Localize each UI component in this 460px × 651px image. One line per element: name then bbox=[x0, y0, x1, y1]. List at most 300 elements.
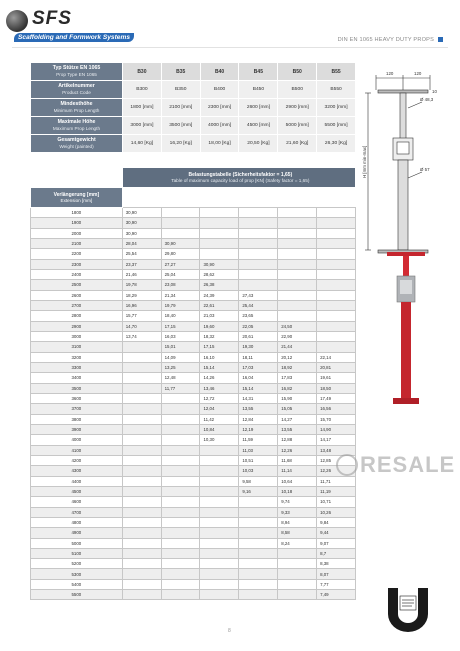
extension-cell: 4900 bbox=[31, 528, 123, 538]
load-value-cell bbox=[239, 280, 278, 290]
load-value-cell: 12,88 bbox=[278, 435, 317, 445]
load-value-cell: 9,44 bbox=[317, 528, 356, 538]
spec-type-cell: B40 bbox=[200, 63, 239, 81]
spec-type-cell: B35 bbox=[161, 63, 200, 81]
load-value-cell: 13,55 bbox=[239, 404, 278, 414]
spec-row bbox=[31, 117, 356, 135]
load-value-cell: 14,17 bbox=[317, 435, 356, 445]
dim-top-left: 120 bbox=[386, 71, 394, 76]
load-value-cell bbox=[278, 218, 317, 228]
load-value-cell bbox=[317, 300, 356, 310]
load-value-cell: 16,82 bbox=[278, 383, 317, 393]
load-value-cell bbox=[317, 280, 356, 290]
load-row bbox=[31, 559, 356, 569]
load-value-cell bbox=[239, 517, 278, 527]
spec-row-label-en: Weight (painted) bbox=[59, 143, 94, 149]
spec-type-cell: B50 bbox=[278, 63, 317, 81]
load-row bbox=[31, 331, 356, 341]
load-value-cell: 8,94 bbox=[278, 517, 317, 527]
spec-value-cell: 3000 [mm] bbox=[123, 117, 162, 135]
extension-cell: 3100 bbox=[31, 342, 123, 352]
load-value-cell: 12,85 bbox=[317, 455, 356, 465]
load-row bbox=[31, 218, 356, 228]
photo-base-plate bbox=[393, 398, 419, 404]
extension-cell: 3700 bbox=[31, 404, 123, 414]
photo-collar-window bbox=[400, 280, 412, 294]
spec-row-label-de: Maximale Höhe bbox=[57, 119, 96, 126]
load-value-cell bbox=[317, 269, 356, 279]
spec-value-cell: 3500 [mm] bbox=[161, 117, 200, 135]
load-value-cell: 13,25 bbox=[161, 362, 200, 372]
load-value-cell bbox=[122, 455, 161, 465]
extension-cell: 5500 bbox=[31, 590, 123, 600]
accent-square-icon bbox=[438, 37, 443, 42]
load-value-cell: 12,72 bbox=[200, 393, 239, 403]
load-value-cell: 10,03 bbox=[239, 466, 278, 476]
load-row bbox=[31, 435, 356, 445]
load-value-cell: 16,56 bbox=[317, 404, 356, 414]
load-value-cell: 22,14 bbox=[317, 352, 356, 362]
load-value-cell: 11,59 bbox=[239, 435, 278, 445]
load-value-cell bbox=[122, 569, 161, 579]
spec-value-cell: B350 bbox=[161, 81, 200, 99]
extension-cell: 4500 bbox=[31, 486, 123, 496]
extension-cell: 2800 bbox=[31, 311, 123, 321]
load-value-cell bbox=[239, 579, 278, 589]
load-value-cell: 17,15 bbox=[161, 321, 200, 331]
spec-value-cell: 1800 [mm] bbox=[123, 99, 162, 117]
load-value-cell bbox=[239, 590, 278, 600]
load-title-row bbox=[31, 168, 356, 188]
load-value-cell: 20,81 bbox=[317, 362, 356, 372]
load-value-cell: 15,90 bbox=[278, 393, 317, 403]
load-value-cell: 10,26 bbox=[317, 507, 356, 517]
load-row bbox=[31, 445, 356, 455]
load-value-cell: 17,03 bbox=[239, 362, 278, 372]
load-value-cell: 21,44 bbox=[278, 342, 317, 352]
spec-type-label-en: Prop Type EN 1065 bbox=[56, 71, 97, 77]
load-row bbox=[31, 342, 356, 352]
load-value-cell: 10,18 bbox=[278, 486, 317, 496]
spec-value-cell: 3200 [mm] bbox=[317, 99, 356, 117]
height-label: H [mm min-max] bbox=[362, 145, 367, 178]
spec-value-cell: 5000 [mm] bbox=[278, 117, 317, 135]
load-value-cell bbox=[278, 280, 317, 290]
load-value-cell: 28,04 bbox=[122, 238, 161, 248]
load-row bbox=[31, 362, 356, 372]
extension-cell: 3600 bbox=[31, 393, 123, 403]
load-value-cell: 23,08 bbox=[161, 280, 200, 290]
load-value-cell: 29,80 bbox=[161, 249, 200, 259]
load-value-cell: 13,55 bbox=[278, 424, 317, 434]
load-value-cell bbox=[200, 445, 239, 455]
load-value-cell bbox=[122, 404, 161, 414]
extension-cell: 3400 bbox=[31, 373, 123, 383]
load-value-cell: 14,70 bbox=[122, 321, 161, 331]
load-value-cell: 7,49 bbox=[317, 590, 356, 600]
load-value-cell: 8,58 bbox=[278, 528, 317, 538]
load-value-cell bbox=[200, 548, 239, 558]
extension-cell: 4600 bbox=[31, 497, 123, 507]
load-value-cell bbox=[200, 218, 239, 228]
load-value-cell: 20,61 bbox=[239, 331, 278, 341]
extension-cell: 3000 bbox=[31, 331, 123, 341]
load-value-cell bbox=[161, 404, 200, 414]
load-value-cell bbox=[161, 517, 200, 527]
load-value-cell bbox=[200, 476, 239, 486]
load-value-cell bbox=[161, 393, 200, 403]
load-value-cell: 11,14 bbox=[278, 466, 317, 476]
load-value-cell bbox=[239, 269, 278, 279]
resale-watermark bbox=[336, 452, 460, 480]
load-value-cell: 21,46 bbox=[122, 269, 161, 279]
load-value-cell bbox=[317, 259, 356, 269]
load-value-cell: 22,90 bbox=[278, 331, 317, 341]
load-row bbox=[31, 269, 356, 279]
outer-tube-shape bbox=[398, 160, 408, 250]
load-value-cell bbox=[122, 497, 161, 507]
load-value-cell bbox=[161, 507, 200, 517]
load-value-cell bbox=[122, 383, 161, 393]
load-value-cell bbox=[200, 569, 239, 579]
load-value-cell: 23,37 bbox=[122, 259, 161, 269]
spec-row-label-en: Minimum Prop Length bbox=[53, 107, 100, 113]
load-value-cell: 23,65 bbox=[239, 311, 278, 321]
load-value-cell bbox=[278, 269, 317, 279]
load-value-cell: 18,29 bbox=[122, 290, 161, 300]
load-value-cell: 18,32 bbox=[200, 331, 239, 341]
load-value-cell bbox=[161, 569, 200, 579]
load-value-cell bbox=[200, 579, 239, 589]
extension-cell: 5300 bbox=[31, 569, 123, 579]
load-row bbox=[31, 300, 356, 310]
load-value-cell bbox=[239, 548, 278, 558]
load-value-cell bbox=[278, 548, 317, 558]
load-value-cell: 18,50 bbox=[317, 383, 356, 393]
spec-value-cell: 5500 [mm] bbox=[317, 117, 356, 135]
load-value-cell bbox=[200, 228, 239, 238]
load-value-cell bbox=[200, 249, 239, 259]
extension-header-en: Extension [mm] bbox=[60, 198, 93, 203]
spec-row-label-de: Gesamtgewicht bbox=[57, 137, 96, 144]
load-value-cell bbox=[239, 507, 278, 517]
load-value-cell bbox=[161, 579, 200, 589]
load-value-cell bbox=[200, 466, 239, 476]
spec-type-cell: B55 bbox=[317, 63, 356, 81]
logo-text: SFS bbox=[32, 8, 72, 29]
load-value-cell: 12,04 bbox=[200, 404, 239, 414]
spec-row-label bbox=[31, 117, 123, 135]
load-value-cell bbox=[122, 414, 161, 424]
load-value-cell bbox=[161, 476, 200, 486]
load-value-cell bbox=[278, 259, 317, 269]
load-value-cell: 14,09 bbox=[161, 352, 200, 362]
inner-tube-leader bbox=[408, 102, 422, 108]
extension-cell: 4200 bbox=[31, 455, 123, 465]
load-value-cell bbox=[122, 435, 161, 445]
load-value-cell bbox=[122, 393, 161, 403]
dim-inner-tube: Ø 48,3 bbox=[420, 97, 434, 102]
load-header-spacer bbox=[122, 188, 355, 208]
load-value-cell bbox=[200, 538, 239, 548]
extension-cell: 2000 bbox=[31, 228, 123, 238]
load-value-cell bbox=[200, 486, 239, 496]
load-value-cell bbox=[317, 249, 356, 259]
dim-outer-tube: Ø 57 bbox=[420, 167, 430, 172]
load-row bbox=[31, 249, 356, 259]
load-value-cell bbox=[161, 228, 200, 238]
load-value-cell: 27,43 bbox=[239, 290, 278, 300]
spec-value-cell: 20,50 [Kg] bbox=[239, 135, 278, 153]
load-value-cell bbox=[200, 497, 239, 507]
load-value-cell bbox=[278, 311, 317, 321]
extension-cell: 1900 bbox=[31, 218, 123, 228]
load-value-cell: 9,07 bbox=[317, 538, 356, 548]
extension-header bbox=[31, 188, 123, 208]
load-row bbox=[31, 414, 356, 424]
load-value-cell bbox=[317, 321, 356, 331]
load-value-cell bbox=[122, 517, 161, 527]
load-value-cell: 30,90 bbox=[200, 259, 239, 269]
load-value-cell bbox=[200, 528, 239, 538]
spec-value-cell: 2300 [mm] bbox=[200, 99, 239, 117]
load-value-cell bbox=[317, 311, 356, 321]
load-value-cell bbox=[239, 218, 278, 228]
load-value-cell bbox=[239, 238, 278, 248]
load-value-cell: 10,84 bbox=[200, 424, 239, 434]
load-row bbox=[31, 383, 356, 393]
load-row bbox=[31, 259, 356, 269]
load-value-cell bbox=[161, 435, 200, 445]
load-value-cell bbox=[161, 466, 200, 476]
load-value-cell bbox=[317, 228, 356, 238]
spec-value-cell: 2100 [mm] bbox=[161, 99, 200, 117]
spec-value-cell: 18,00 [Kg] bbox=[200, 135, 239, 153]
spec-value-cell: 21,60 [Kg] bbox=[278, 135, 317, 153]
load-value-cell: 14,90 bbox=[317, 424, 356, 434]
load-value-cell bbox=[122, 424, 161, 434]
extension-cell: 2600 bbox=[31, 290, 123, 300]
load-value-cell: 16,10 bbox=[200, 352, 239, 362]
load-row bbox=[31, 528, 356, 538]
collar-pin-shape bbox=[397, 142, 409, 154]
extension-cell: 5000 bbox=[31, 538, 123, 548]
load-title-de: Belastungstabelle (Sicherheitsfaktor = 1,65) bbox=[188, 171, 293, 178]
load-row bbox=[31, 466, 356, 476]
load-value-cell: 19,79 bbox=[161, 300, 200, 310]
load-value-cell: 12,26 bbox=[317, 466, 356, 476]
load-value-cell bbox=[122, 590, 161, 600]
load-value-cell: 12,26 bbox=[278, 445, 317, 455]
load-value-cell: 17,83 bbox=[278, 373, 317, 383]
load-value-cell bbox=[122, 507, 161, 517]
load-value-cell bbox=[122, 342, 161, 352]
load-row bbox=[31, 548, 356, 558]
load-value-cell bbox=[278, 208, 317, 218]
load-value-cell bbox=[161, 445, 200, 455]
load-value-cell: 26,38 bbox=[200, 280, 239, 290]
watermark-text: RESALE bbox=[360, 452, 456, 477]
load-row bbox=[31, 321, 356, 331]
load-value-cell: 21,34 bbox=[161, 290, 200, 300]
spec-value-cell: 4500 [mm] bbox=[239, 117, 278, 135]
load-value-cell: 11,68 bbox=[278, 455, 317, 465]
extension-cell: 3300 bbox=[31, 362, 123, 372]
load-row bbox=[31, 393, 356, 403]
spec-value-cell: 16,20 [Kg] bbox=[161, 135, 200, 153]
load-value-cell bbox=[122, 579, 161, 589]
spec-value-cell: 2900 [mm] bbox=[278, 99, 317, 117]
spec-value-cell: 2600 [mm] bbox=[239, 99, 278, 117]
load-value-cell: 8,7 bbox=[317, 548, 356, 558]
load-value-cell: 17,15 bbox=[200, 342, 239, 352]
spec-row bbox=[31, 81, 356, 99]
load-value-cell: 8,24 bbox=[278, 538, 317, 548]
extension-cell: 3800 bbox=[31, 414, 123, 424]
spec-row-label bbox=[31, 81, 123, 99]
load-value-cell: 15,14 bbox=[200, 362, 239, 372]
load-value-cell bbox=[317, 331, 356, 341]
spec-value-cell: B550 bbox=[317, 81, 356, 99]
load-value-cell bbox=[239, 538, 278, 548]
load-value-cell bbox=[278, 559, 317, 569]
load-value-cell: 25,44 bbox=[239, 300, 278, 310]
load-value-cell bbox=[317, 342, 356, 352]
extension-cell: 4700 bbox=[31, 507, 123, 517]
extension-cell: 4100 bbox=[31, 445, 123, 455]
load-value-cell: 10,30 bbox=[200, 435, 239, 445]
spec-row bbox=[31, 135, 356, 153]
load-value-cell: 13,74 bbox=[122, 331, 161, 341]
extension-cell: 2400 bbox=[31, 269, 123, 279]
load-value-cell bbox=[200, 559, 239, 569]
load-value-cell: 28,62 bbox=[200, 269, 239, 279]
page-number: 8 bbox=[228, 628, 231, 634]
load-value-cell: 22,61 bbox=[200, 300, 239, 310]
photo-top-plate bbox=[387, 252, 425, 256]
extension-cell: 5100 bbox=[31, 548, 123, 558]
spec-value-cell: 14,60 [Kg] bbox=[123, 135, 162, 153]
load-value-cell: 10,71 bbox=[317, 497, 356, 507]
photo-outer-tube bbox=[401, 302, 411, 400]
load-value-cell: 15,77 bbox=[122, 311, 161, 321]
prop-technical-drawing bbox=[362, 68, 444, 270]
load-row bbox=[31, 311, 356, 321]
load-value-cell: 16,03 bbox=[161, 331, 200, 341]
load-row bbox=[31, 569, 356, 579]
load-value-cell: 11,77 bbox=[161, 383, 200, 393]
dim-plate: 10 bbox=[432, 89, 437, 94]
load-ext-header-row bbox=[31, 188, 356, 208]
load-value-cell bbox=[239, 559, 278, 569]
load-value-cell bbox=[161, 455, 200, 465]
extension-cell: 2500 bbox=[31, 280, 123, 290]
load-row bbox=[31, 238, 356, 248]
load-value-cell: 30,90 bbox=[122, 218, 161, 228]
load-value-cell: 12,84 bbox=[239, 414, 278, 424]
spec-type-label bbox=[31, 63, 123, 81]
load-value-cell: 11,19 bbox=[317, 486, 356, 496]
load-value-cell bbox=[278, 249, 317, 259]
load-value-cell bbox=[161, 414, 200, 424]
load-value-cell: 13,48 bbox=[317, 445, 356, 455]
load-value-cell: 19,78 bbox=[122, 280, 161, 290]
spec-value-cell: 4000 [mm] bbox=[200, 117, 239, 135]
document-title: DIN EN 1065 HEAVY DUTY PROPS bbox=[337, 37, 434, 43]
extension-cell: 4400 bbox=[31, 476, 123, 486]
load-value-cell bbox=[239, 569, 278, 579]
load-value-cell bbox=[161, 538, 200, 548]
load-value-cell: 15,05 bbox=[278, 404, 317, 414]
load-value-cell bbox=[122, 362, 161, 372]
logo-sphere-icon bbox=[6, 10, 28, 32]
spec-type-label-de: Typ Stütze EN 1065 bbox=[52, 65, 101, 72]
load-value-cell bbox=[239, 228, 278, 238]
spec-row-label bbox=[31, 135, 123, 153]
load-value-cell: 8,38 bbox=[317, 559, 356, 569]
load-value-cell: 19,60 bbox=[200, 321, 239, 331]
extension-cell: 2700 bbox=[31, 300, 123, 310]
load-value-cell bbox=[239, 259, 278, 269]
spec-type-cell: B30 bbox=[123, 63, 162, 81]
load-value-cell: 12,48 bbox=[161, 373, 200, 383]
load-value-cell bbox=[200, 590, 239, 600]
load-value-cell bbox=[278, 300, 317, 310]
load-value-cell: 24,50 bbox=[278, 321, 317, 331]
load-value-cell bbox=[200, 208, 239, 218]
extension-cell: 4000 bbox=[31, 435, 123, 445]
watermark-icon bbox=[336, 454, 358, 476]
load-value-cell bbox=[122, 445, 161, 455]
load-row bbox=[31, 424, 356, 434]
load-value-cell: 16,04 bbox=[239, 373, 278, 383]
extension-header-de: Verlängerung [mm] bbox=[53, 192, 100, 198]
load-value-cell bbox=[317, 208, 356, 218]
load-value-cell: 22,05 bbox=[239, 321, 278, 331]
load-value-cell: 18,11 bbox=[239, 352, 278, 362]
load-row bbox=[31, 497, 356, 507]
load-value-cell: 30,90 bbox=[161, 238, 200, 248]
load-value-cell: 9,74 bbox=[278, 497, 317, 507]
load-value-cell bbox=[122, 352, 161, 362]
load-row bbox=[31, 538, 356, 548]
load-value-cell bbox=[278, 228, 317, 238]
load-value-cell bbox=[122, 528, 161, 538]
outer-tube-leader bbox=[408, 172, 422, 178]
load-value-cell: 19,61 bbox=[317, 373, 356, 383]
extension-cell: 3900 bbox=[31, 424, 123, 434]
load-value-cell: 11,71 bbox=[317, 476, 356, 486]
load-value-cell: 25,04 bbox=[161, 269, 200, 279]
load-value-cell bbox=[278, 590, 317, 600]
extension-cell: 2900 bbox=[31, 321, 123, 331]
load-value-cell: 14,31 bbox=[239, 393, 278, 403]
load-value-cell: 18,92 bbox=[278, 362, 317, 372]
spec-value-cell: 26,30 [Kg] bbox=[317, 135, 356, 153]
load-value-cell bbox=[200, 517, 239, 527]
extension-cell: 4800 bbox=[31, 517, 123, 527]
load-value-cell bbox=[317, 238, 356, 248]
load-value-cell bbox=[161, 497, 200, 507]
spec-type-cell: B45 bbox=[239, 63, 278, 81]
load-value-cell: 9,16 bbox=[239, 486, 278, 496]
load-value-cell: 10,51 bbox=[239, 455, 278, 465]
load-value-cell bbox=[239, 528, 278, 538]
load-table-title bbox=[122, 168, 355, 188]
load-row bbox=[31, 373, 356, 383]
load-value-cell: 24,39 bbox=[200, 290, 239, 300]
load-value-cell: 14,27 bbox=[278, 414, 317, 424]
